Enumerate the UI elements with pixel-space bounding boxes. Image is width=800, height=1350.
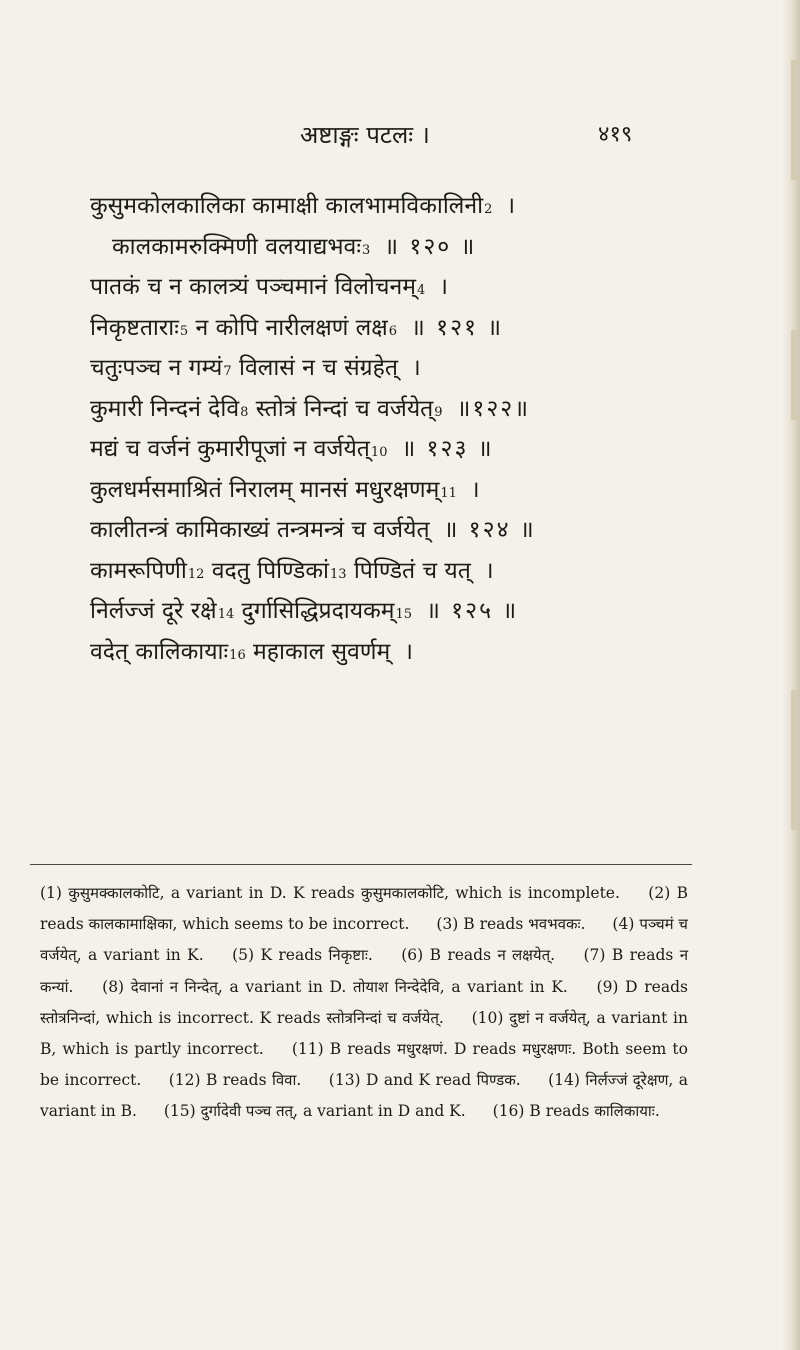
variant-reading: न कन्यां [40, 946, 689, 996]
footnote-number: (13) [328, 1071, 361, 1090]
verse-line [90, 431, 710, 472]
footnote-number: (15) [163, 1102, 196, 1121]
verse-block [90, 188, 710, 674]
footnote-text: B reads [40, 884, 688, 934]
footnote-text: B reads [463, 915, 529, 934]
edge-tear [791, 330, 797, 420]
footnote-text: , a variant in K. [439, 977, 568, 996]
footnote-number: (4) [612, 915, 635, 934]
footnote-marker: 8 [240, 404, 249, 420]
footnote-text: D reads [625, 977, 688, 996]
footnote-15 [164, 1102, 466, 1120]
footnote-text: K reads [260, 946, 329, 965]
footnote-marker: 14 [217, 607, 235, 622]
variant-reading: मधुरक्षणं [397, 1040, 443, 1059]
verse-text: निकृष्टताराः [90, 314, 179, 341]
footnote-12 [169, 1071, 302, 1089]
verse-text: वदेत् कालिकायाः [90, 638, 229, 665]
verse-line [90, 391, 710, 432]
footnote-number: (6) [401, 946, 424, 965]
footnote-text: B reads [429, 946, 498, 965]
footnote-1 [40, 884, 620, 902]
footnote-number: (5) [232, 946, 255, 965]
verse-line [90, 634, 710, 675]
footnote-marker: 16 [229, 647, 246, 663]
verse-end: । [439, 274, 450, 300]
footnote-marker: 7 [223, 364, 232, 379]
verse-text: निर्लज्जं दूरे रक्षे [90, 598, 217, 624]
footnote-text: . [438, 1008, 444, 1027]
variant-reading: पञ्चमं च वर्जयेत् [40, 915, 688, 965]
variant-reading: दुष्टां न वर्जयेत् [509, 1008, 586, 1027]
footnote-8 [102, 978, 568, 996]
footnote-number: (2) [648, 884, 671, 902]
verse-text: स्तोत्रं निन्दां च वर्जयेत् [255, 395, 434, 422]
footnote-text: B reads [206, 1071, 272, 1090]
running-head: अष्टाङ्गः पटलः । [300, 121, 430, 149]
verse-text: न कोपि नारीलक्षणं लक्ष [195, 314, 388, 341]
verse-text: कामरूपिणी [90, 557, 187, 584]
verse-text: मद्यं च वर्जनं कुमारीपूजां न वर्जयेत् [90, 436, 370, 462]
verse-line [90, 229, 710, 270]
verse-text: विलासं न च संग्रहेत् [238, 355, 398, 381]
verse-text: कुलधर्मसमाश्रितं निरालम् मानसं मधुरक्षणम् [90, 476, 440, 503]
footnote-text: . [580, 915, 586, 934]
footnote-text: . [515, 1071, 521, 1090]
footnote-number: (14) [548, 1071, 580, 1090]
footnote-5 [232, 946, 373, 964]
footnote-number: (12) [168, 1071, 201, 1090]
verse-end: ॥ १२० ॥ [384, 233, 477, 260]
footnote-text: , a variant in D and K. [293, 1102, 466, 1121]
verse-end: ॥ १२४ ॥ [443, 517, 536, 543]
verse-end: ॥ १२५ ॥ [426, 598, 519, 624]
variant-reading: विवा [271, 1071, 297, 1090]
footnote-marker: 5 [179, 323, 189, 339]
verse-end: । [506, 193, 518, 219]
footnote-text: , a variant in B. [40, 1071, 689, 1121]
verse-end: । [404, 638, 415, 665]
variant-reading: न लक्षयेत् [497, 946, 551, 965]
verse-end: ॥ १२३ ॥ [401, 436, 494, 462]
footnote-text: . D reads [443, 1040, 523, 1059]
verse-end: । [484, 557, 496, 584]
verse-line [90, 553, 710, 594]
verse-line [90, 310, 710, 351]
footnote-number: (3) [436, 915, 459, 934]
footnote-number: (9) [596, 977, 619, 996]
variant-reading: तोयाश निन्देदेवि [352, 977, 440, 996]
footnote-text: . [68, 977, 74, 996]
verse-text: वदतु पिण्डिकां [211, 557, 329, 584]
footnote-rule [30, 864, 692, 865]
footnote-marker: 6 [388, 323, 398, 339]
verse-text: पिण्डितं च यत् [353, 557, 471, 584]
verse-text: चतुःपञ्च न गम्यं [90, 355, 223, 381]
footnotes [40, 878, 688, 1128]
footnote-marker: 12 [187, 566, 205, 582]
footnote-6 [401, 946, 555, 964]
variant-reading: निर्लज्जं दूरेक्षण [585, 1071, 669, 1090]
footnote-number: (11) [291, 1040, 324, 1059]
footnote-text: , which is incorrect. K reads [95, 1008, 327, 1027]
footnote-marker: 2 [484, 202, 493, 217]
verse-line [90, 269, 710, 310]
footnote-marker: 13 [329, 566, 347, 582]
footnote-text: , a variant in D. K reads [159, 884, 362, 902]
page-number: ४१९ [598, 122, 633, 147]
variant-reading: स्तोत्रनिन्दां च वर्जयेत् [326, 1008, 439, 1027]
footnote-marker: 4 [417, 283, 426, 298]
footnote-marker: 10 [370, 445, 388, 460]
verse-line [90, 188, 710, 229]
variant-reading: कुसुमक्कालकोटि [68, 884, 160, 902]
footnote-text: B reads [329, 1040, 398, 1059]
verse-end: । [470, 476, 482, 503]
verse-text: पातकं च न कालत्र्यं पञ्चमानं विलोचनम् [90, 274, 416, 300]
footnote-13 [329, 1071, 521, 1089]
verse-end: ॥१२२॥ [456, 395, 531, 422]
footnote-marker: 11 [440, 485, 457, 501]
footnote-text: . Both seem to be incorrect. [40, 1040, 688, 1090]
variant-reading: स्तोत्रनिन्दां [40, 1008, 96, 1027]
edge-tear [791, 690, 797, 830]
variant-reading: कुसुमकालकोटि [361, 884, 445, 902]
footnote-text: , a variant in D. [217, 977, 353, 996]
variant-reading: देवानां न निन्देत् [130, 977, 218, 996]
footnote-3 [436, 915, 585, 933]
verse-end: । [411, 355, 423, 381]
footnote-marker: 9 [434, 404, 443, 420]
footnote-text: , a variant in K. [76, 946, 204, 965]
verse-text: दुर्गासिद्धिप्रदायकम् [241, 598, 395, 624]
footnote-text: D and K read [366, 1071, 477, 1090]
verse-text: कुमारी निन्दनं देवि [90, 395, 240, 422]
variant-reading: भवभवकः [528, 915, 581, 934]
footnote-text: , a variant in B, which is partly incorrect. [40, 1008, 688, 1059]
verse-end: ॥ १२१ ॥ [411, 314, 504, 341]
verse-text: कालीतन्त्रं कामिकाख्यं तन्त्रमन्त्रं च वर्जयेत् [90, 517, 430, 543]
footnote-text: . [654, 1102, 660, 1121]
footnote-text: B reads [529, 1102, 595, 1121]
variant-reading: कालिकायाः [594, 1102, 655, 1121]
verse-text: कुसुमकोलकालिका कामाक्षी कालभामविकालिनी [90, 193, 484, 219]
footnote-text: . [296, 1071, 302, 1090]
page-edge [782, 0, 800, 1350]
footnote-number: (1) [40, 884, 62, 902]
footnote-text: B reads [611, 946, 680, 965]
footnote-number: (7) [583, 946, 606, 965]
footnote-marker: 3 [361, 242, 371, 258]
verse-text: कालकामरुक्मिणी वलयाद्यभवः [112, 233, 361, 260]
variant-reading: मधुरक्षणः [522, 1040, 572, 1059]
footnote-text: . [367, 946, 373, 965]
verse-line [90, 350, 710, 391]
footnote-16 [493, 1102, 660, 1120]
variant-reading: निकृष्टाः [328, 946, 368, 965]
footnote-number: (16) [492, 1102, 525, 1121]
footnote-text: . [550, 946, 556, 965]
footnote-number: (10) [471, 1008, 504, 1027]
variant-reading: कालकामाक्षिका [88, 915, 173, 934]
verse-line [90, 472, 710, 513]
footnote-text: , which is incomplete. [444, 884, 620, 902]
page-header [0, 118, 800, 154]
verse-line [90, 512, 710, 553]
footnote-number: (8) [102, 977, 125, 996]
verse-text: महाकाल सुवर्णम् [253, 638, 391, 665]
variant-reading: दुर्गादेवी पञ्च तत् [200, 1102, 294, 1121]
footnote-marker: 15 [395, 607, 413, 622]
footnote-text: , which seems to be incorrect. [172, 915, 410, 934]
variant-reading: पिण्डक [476, 1071, 516, 1090]
verse-line [90, 593, 710, 634]
